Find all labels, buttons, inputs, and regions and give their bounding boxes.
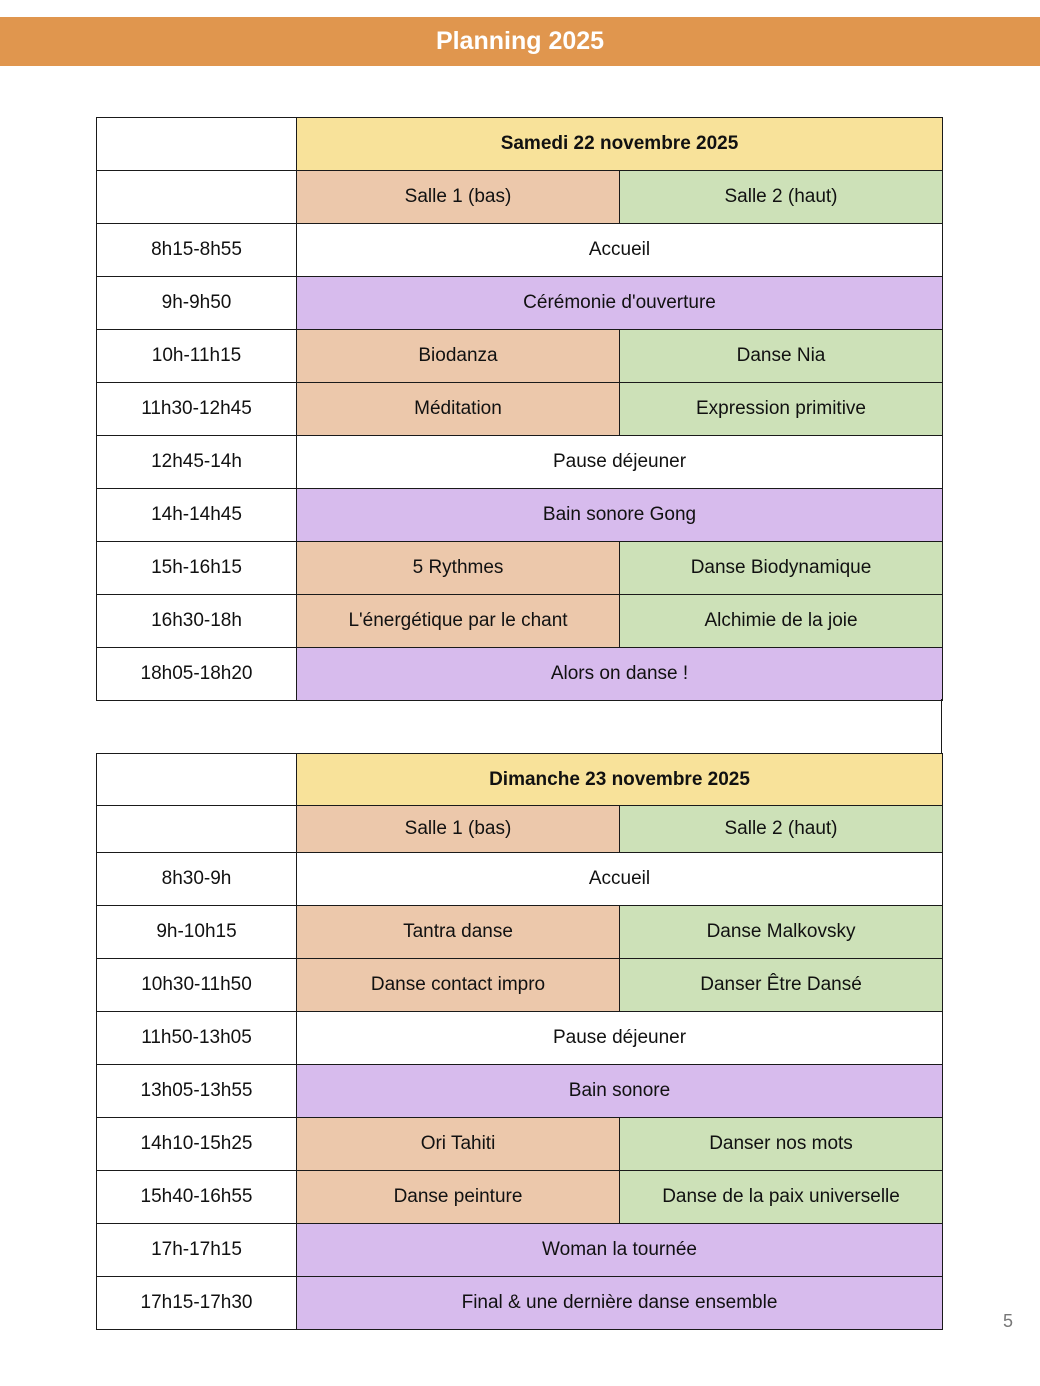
salle1-header: Salle 1 (bas)	[297, 806, 620, 853]
activity-salle2: Danse Biodynamique	[620, 542, 943, 595]
corner-cell	[97, 118, 297, 171]
schedule-row	[97, 853, 943, 906]
time-slot: 13h05-13h55	[97, 1065, 297, 1118]
schedule-row	[97, 436, 943, 489]
activity-shared: Bain sonore Gong	[297, 489, 943, 542]
time-slot: 8h30-9h	[97, 853, 297, 906]
schedule-row	[97, 277, 943, 330]
activity-salle1: Danse contact impro	[297, 959, 620, 1012]
activity-salle1: Ori Tahiti	[297, 1118, 620, 1171]
activity-salle2: Expression primitive	[620, 383, 943, 436]
activity-salle1: Méditation	[297, 383, 620, 436]
activity-salle2: Danser nos mots	[620, 1118, 943, 1171]
corner-cell	[97, 806, 297, 853]
activity-salle1: Tantra danse	[297, 906, 620, 959]
schedule-row	[97, 1065, 943, 1118]
activity-general: Pause déjeuner	[297, 436, 943, 489]
schedule-row	[97, 1171, 943, 1224]
time-slot: 10h-11h15	[97, 330, 297, 383]
activity-shared: Bain sonore	[297, 1065, 943, 1118]
time-slot: 14h10-15h25	[97, 1118, 297, 1171]
page-number: 5	[1003, 1311, 1014, 1331]
schedule-row	[97, 906, 943, 959]
salle2-header: Salle 2 (haut)	[620, 806, 943, 853]
schedule-row	[97, 383, 943, 436]
table-gap-border	[941, 699, 942, 753]
activity-general: Accueil	[297, 224, 943, 277]
activity-salle1: Biodanza	[297, 330, 620, 383]
corner-cell	[97, 754, 297, 806]
activity-shared: Woman la tournée	[297, 1224, 943, 1277]
activity-shared: Final & une dernière danse ensemble	[297, 1277, 943, 1330]
banner-title: Planning 2025	[435, 27, 605, 55]
activity-salle2: Danser Être Dansé	[620, 959, 943, 1012]
activity-general: Accueil	[297, 853, 943, 906]
schedule-table-sunday	[96, 753, 943, 1330]
activity-salle1: 5 Rythmes	[297, 542, 620, 595]
time-slot: 16h30-18h	[97, 595, 297, 648]
time-slot: 12h45-14h	[97, 436, 297, 489]
corner-cell	[97, 171, 297, 224]
schedule-row	[97, 1224, 943, 1277]
time-slot: 10h30-11h50	[97, 959, 297, 1012]
schedule-row	[97, 1277, 943, 1330]
activity-salle2: Alchimie de la joie	[620, 595, 943, 648]
time-slot: 18h05-18h20	[97, 648, 297, 701]
time-slot: 17h-17h15	[97, 1224, 297, 1277]
time-slot: 11h50-13h05	[97, 1012, 297, 1065]
time-slot: 11h30-12h45	[97, 383, 297, 436]
schedule-row	[97, 648, 943, 701]
activity-salle2: Danse de la paix universelle	[620, 1171, 943, 1224]
day-title: Samedi 22 novembre 2025	[297, 118, 943, 171]
schedule-row	[97, 330, 943, 383]
activity-shared: Cérémonie d'ouverture	[297, 277, 943, 330]
time-slot: 14h-14h45	[97, 489, 297, 542]
activity-salle1: L'énergétique par le chant	[297, 595, 620, 648]
day-title: Dimanche 23 novembre 2025	[297, 754, 943, 806]
activity-general: Pause déjeuner	[297, 1012, 943, 1065]
time-slot: 9h-10h15	[97, 906, 297, 959]
activity-salle2: Danse Malkovsky	[620, 906, 943, 959]
time-slot: 9h-9h50	[97, 277, 297, 330]
activity-salle2: Danse Nia	[620, 330, 943, 383]
schedule-row	[97, 1118, 943, 1171]
time-slot: 15h-16h15	[97, 542, 297, 595]
time-slot: 15h40-16h55	[97, 1171, 297, 1224]
time-slot: 17h15-17h30	[97, 1277, 297, 1330]
schedule-row	[97, 489, 943, 542]
activity-salle1: Danse peinture	[297, 1171, 620, 1224]
schedule-row	[97, 595, 943, 648]
salle1-header: Salle 1 (bas)	[297, 171, 620, 224]
banner	[0, 17, 1040, 66]
schedule-table-saturday	[96, 117, 943, 701]
schedule-row	[97, 542, 943, 595]
time-slot: 8h15-8h55	[97, 224, 297, 277]
schedule-row	[97, 224, 943, 277]
activity-shared: Alors on danse !	[297, 648, 943, 701]
schedule-row	[97, 959, 943, 1012]
salle2-header: Salle 2 (haut)	[620, 171, 943, 224]
schedule-row	[97, 1012, 943, 1065]
